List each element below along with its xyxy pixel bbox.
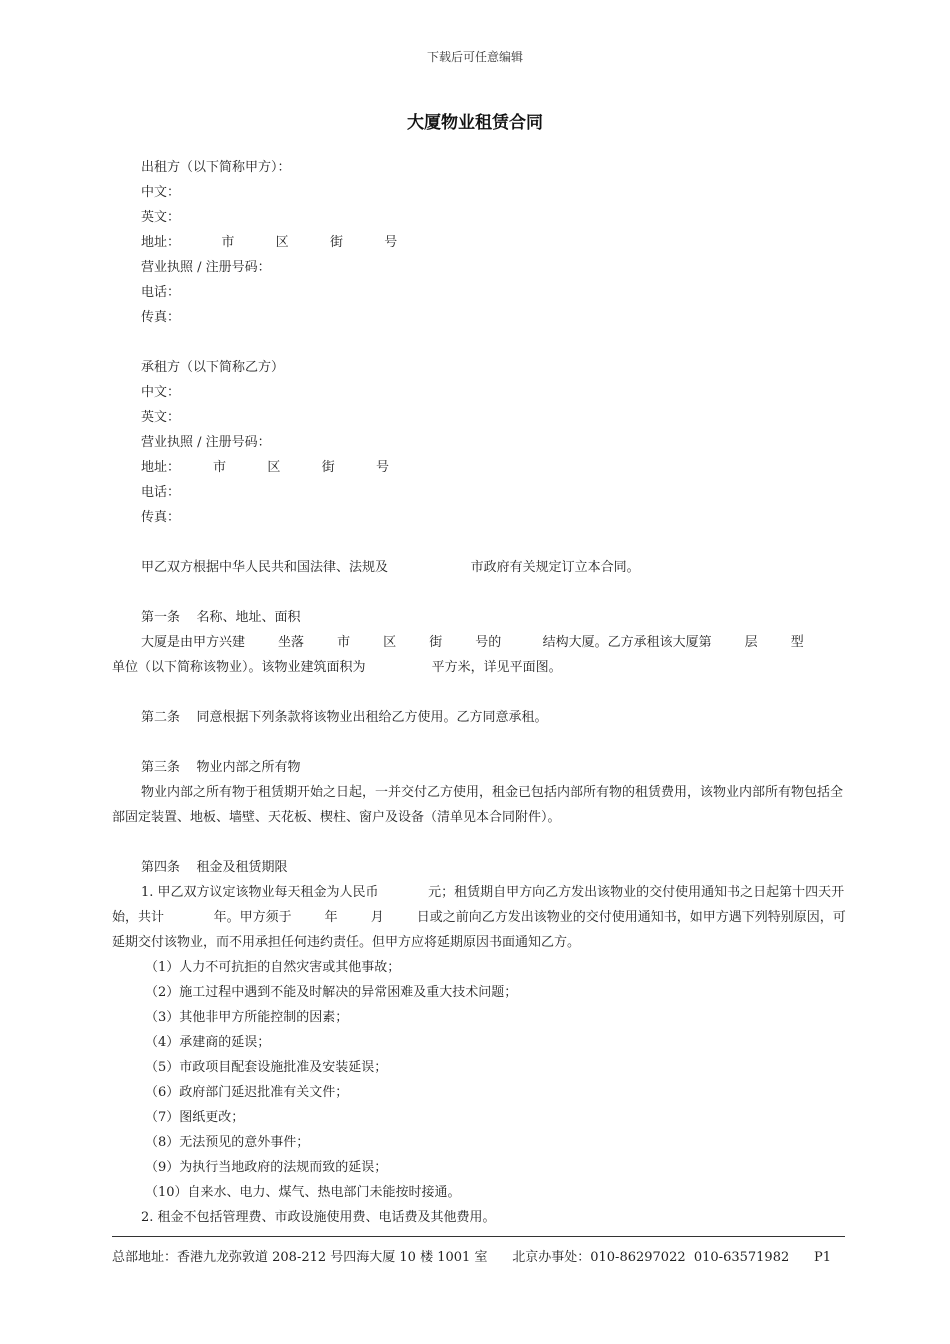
list-item: （6）政府部门延迟批准有关文件； (145, 1085, 349, 1100)
spacer (112, 730, 846, 755)
list-item: （1）人力不可抗拒的自然灾害或其他事故； (145, 960, 401, 975)
party-a-phone: 电话： (141, 285, 181, 300)
article-3-text: 物业内部之所有物于租赁期开始之日起，一并交付乙方使用，租金已包括内部所有物的租赁费用，该物业内部所有物包括全部固定装置、地板、墙壁、天花板、楔柱、窗户及设备（清单见本合同附件）。 (112, 785, 844, 825)
article-1-line-2: 单位（以下简称该物业）。该物业建筑面积为 平方米，详见平面图。 (112, 660, 562, 675)
party-b-english-name: 英文： (141, 410, 181, 425)
spacer (112, 580, 846, 605)
party-b-phone: 电话： (141, 485, 181, 500)
preamble: 甲乙双方根据中华人民共和国法律、法规及 市政府有关规定订立本合同。 (141, 560, 640, 575)
party-a-english-name: 英文： (141, 210, 181, 225)
list-item: （3）其他非甲方所能控制的因素； (145, 1010, 349, 1025)
spacer (112, 680, 846, 705)
party-b-license: 营业执照 / 注册号码： (141, 435, 271, 450)
document-title: 大厦物业租赁合同 (407, 113, 543, 133)
list-item: （10）自来水、电力、煤气、热电部门未能按时接通。 (145, 1185, 461, 1200)
party-a-heading: 出租方（以下简称甲方）： (141, 160, 291, 175)
list-item: （9）为执行当地政府的法规而致的延误； (145, 1160, 388, 1175)
spacer (112, 830, 846, 855)
party-a-fax: 传真： (141, 310, 181, 325)
list-item: （2）施工过程中遇到不能及时解决的异常困难及重大技术问题； (145, 985, 518, 1000)
article-2: 第二条 同意根据下列条款将该物业出租给乙方使用。乙方同意承租。 (141, 710, 548, 725)
list-item: （8）无法预见的意外事件； (145, 1135, 310, 1150)
article-4-heading: 第四条 租金及租赁期限 (141, 860, 288, 875)
article-3-heading: 第三条 物业内部之所有物 (141, 760, 301, 775)
party-a-address: 地址： 市 区 街 号 (141, 235, 398, 250)
party-b-chinese-name: 中文： (141, 385, 181, 400)
party-a-chinese-name: 中文： (141, 185, 181, 200)
header-note: 下载后可任意编辑 (426, 50, 523, 64)
list-item: （7）图纸更改； (145, 1110, 245, 1125)
contract-body (112, 155, 846, 1230)
article-4-para-1: 1. 甲乙双方议定该物业每天租金为人民币 元；租赁期自甲方向乙方发出该物业的交付使用通知书之日起第十四天开始，共计 年。甲方须于 年 月 日或之前向乙方发出该物业的交付使用通知书，如甲方遇下列特别原因，可延期交付该物业，而不用承担任何违约责任。但甲方应将延期原因书面通知乙方。 (112, 885, 846, 950)
party-a-license: 营业执照 / 注册号码： (141, 260, 271, 275)
article-1-heading: 第一条 名称、地址、面积 (141, 610, 301, 625)
list-item: （5）市政项目配套设施批准及安装延误； (145, 1060, 388, 1075)
article-4-para-2: 2. 租金不包括管理费、市政设施使用费、电话费及其他费用。 (141, 1210, 496, 1225)
spacer (112, 530, 846, 555)
party-b-fax: 传真： (141, 510, 181, 525)
party-b-address: 地址： 市 区 街 号 (141, 460, 390, 475)
article-1-line-1: 大厦是由甲方兴建 坐落 市 区 街 号的 结构大厦。乙方承租该大厦第 层 型 (141, 635, 804, 650)
list-item: （4）承建商的延误； (145, 1035, 271, 1050)
party-b-heading: 承租方（以下简称乙方） (141, 360, 285, 375)
page-footer: 总部地址：香港九龙弥敦道 208-212 号四海大厦 10 楼 1001 室 北京办事处：010-86297022 010-63571982 P1 (112, 1250, 832, 1265)
spacer (112, 330, 846, 355)
footer-divider (112, 1236, 845, 1237)
